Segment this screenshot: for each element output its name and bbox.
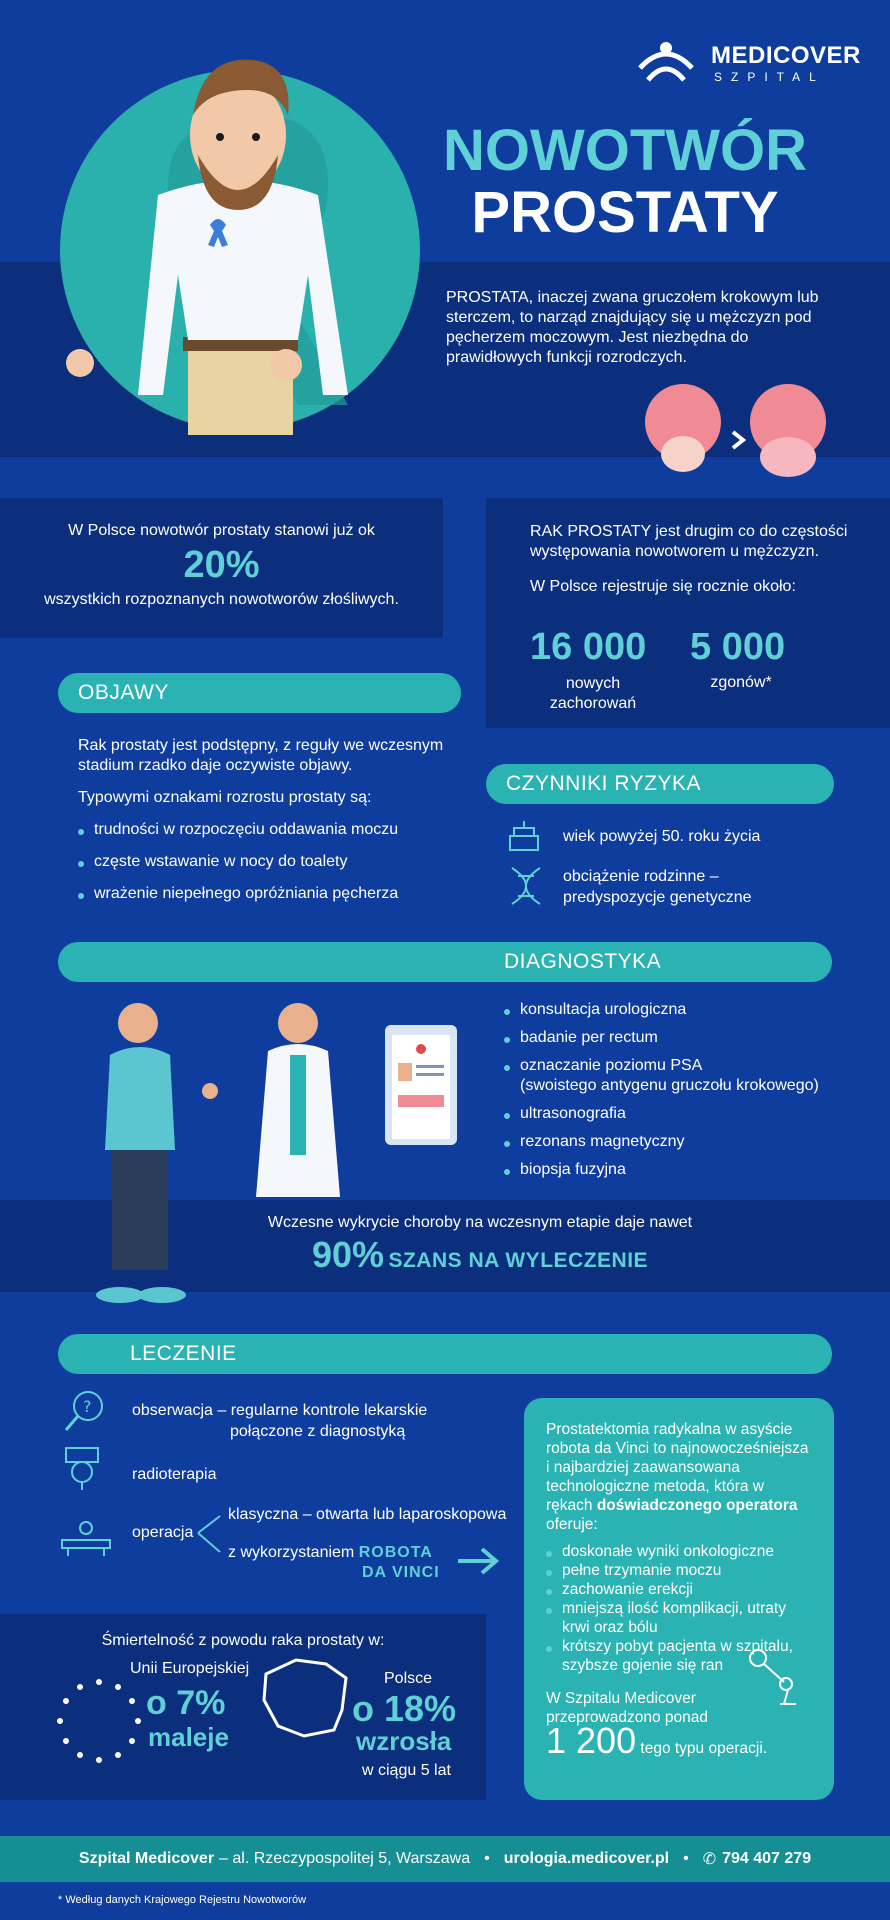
- objawy-title: OBJAWY: [78, 681, 169, 704]
- psa-label: oznaczanie poziomu PSA: [520, 1057, 703, 1074]
- footnote: * Według danych Krajowego Rejestru Nowotworów: [58, 1894, 307, 1906]
- mort-pl-value: o 18%: [352, 1688, 457, 1729]
- robot-box: [524, 1398, 834, 1800]
- page-title: [420, 120, 830, 244]
- objawy-p2: Typowymi oznakami rozrostu prostaty są:: [78, 789, 372, 806]
- branch-arrows-icon: [196, 1508, 226, 1558]
- rak-new-label: nowych zachorowań: [549, 675, 637, 712]
- mort-pl-trend: wzrosła: [356, 1726, 452, 1756]
- list-item: zachowanie erekcji: [546, 1580, 814, 1599]
- czynniki-header: [486, 764, 834, 804]
- robot-p1-end: oferuje:: [546, 1516, 598, 1533]
- leczenie-robot1: ROBOTA: [358, 1544, 433, 1561]
- list-item: wrażenie niepełnego opróżniania pęcherza: [78, 884, 458, 904]
- list-item: krótszy pobyt pacjenta w szpitalu, szybsze gojenie się ran: [546, 1637, 814, 1675]
- diagnostyka-title: DIAGNOSTYKA: [504, 950, 662, 973]
- footer-address: – al. Rzeczypospolitej 5, Warszawa: [219, 1850, 471, 1867]
- list-item: konsultacja urologiczna: [504, 1000, 864, 1020]
- list-item: rezonans magnetyczny: [504, 1132, 864, 1152]
- robot-bold: doświadczonego operatora: [596, 1497, 798, 1514]
- radiation-icon: [62, 1446, 102, 1497]
- list-item: ultrasonografia: [504, 1104, 864, 1124]
- leczenie-title: LECZENIE: [130, 1342, 237, 1365]
- list-item: trudności w rozpoczęciu oddawania moczu: [78, 820, 458, 840]
- phone-icon: ✆: [702, 1851, 717, 1868]
- svg-text:?: ?: [83, 1397, 92, 1416]
- rak-box: [486, 498, 890, 728]
- footer-dot: •: [484, 1850, 490, 1867]
- list-item: częste wstawanie w nocy do toalety: [78, 852, 458, 872]
- poland-map-icon: [256, 1654, 352, 1740]
- leczenie-robot2: DA VINCI: [362, 1564, 440, 1581]
- dna-icon: [506, 864, 546, 913]
- czynnik-age: wiek powyżej 50. roku życia: [563, 828, 761, 845]
- czynnik-genetic: obciążenie rodzinne – predyspozycje genetyczne: [563, 868, 752, 906]
- mort-title: Śmiertelność z powodu raka prostaty w:: [101, 1632, 385, 1649]
- early-label: SZANS NA WYLECZENIE: [388, 1249, 649, 1272]
- footer-phone[interactable]: 794 407 279: [722, 1850, 812, 1867]
- hero-illustration: [58, 55, 423, 435]
- list-item: doskonałe wyniki onkologiczne: [546, 1542, 814, 1561]
- list-item: biopsja fuzyjna: [504, 1160, 864, 1180]
- objawy-list: [78, 820, 458, 904]
- footer: [0, 1836, 890, 1882]
- diagnostyka-list: [504, 1000, 864, 1180]
- leczenie-op2: z wykorzystaniem: [228, 1544, 355, 1561]
- robot-done: W Szpitalu Medicover przeprowadzono ponad: [546, 1690, 709, 1726]
- mort-pl-label: Polsce: [384, 1670, 433, 1687]
- man-illustration: [58, 55, 423, 435]
- robot-p1: [546, 1420, 814, 1534]
- magnifier-icon: [62, 1388, 108, 1439]
- objawy-content: [78, 736, 458, 904]
- robot-arm-icon: [744, 1646, 804, 1706]
- title-line1: NOWOTWÓR: [442, 118, 808, 183]
- list-item: mniejszą ilość komplikacji, utraty krwi oraz bólu: [546, 1599, 814, 1637]
- robot-count-row: [546, 1720, 814, 1761]
- stat-20-box: [0, 498, 443, 638]
- rak-yearly: W Polsce rejestruje się rocznie około:: [530, 578, 796, 595]
- czynniki-title: CZYNNIKI RYZYKA: [506, 772, 701, 795]
- objawy-header: [58, 673, 461, 713]
- robot-count-label: tego typu operacji.: [640, 1740, 768, 1757]
- early-stat: [200, 1234, 760, 1276]
- leczenie-radio: radioterapia: [132, 1466, 217, 1483]
- title-line2: PROSTATY: [471, 180, 779, 245]
- cake-icon: [506, 818, 542, 859]
- mort-pl-period: w ciągu 5 lat: [362, 1762, 451, 1779]
- logo-sub: SZPITAL: [714, 70, 825, 84]
- arrow-right-icon: [733, 432, 743, 448]
- robot-count: 1 200: [546, 1720, 637, 1761]
- rak-text: RAK PROSTATY jest drugim co do częstości występowania nowotworem u mężczyzn.: [530, 523, 848, 560]
- robot-p1-text: Prostatektomia radykalna w asyście robota da Vinci to najnowocześniejsza i najbardziej zaawansowana technologiczne metoda, która w rękach: [546, 1421, 809, 1514]
- early-text: Wczesne wykrycie choroby na wczesnym etapie daje nawet: [267, 1214, 693, 1231]
- footer-url[interactable]: urologia.medicover.pl: [503, 1850, 670, 1867]
- footer-dot: •: [683, 1850, 689, 1867]
- eu-stars-icon: [54, 1676, 144, 1766]
- mort-eu-value: o 7%: [146, 1684, 226, 1722]
- psa-note: (swoistego antygenu gruczołu krokowego): [520, 1077, 819, 1094]
- intro-text: PROSTATA, inaczej zwana gruczołem krokowym lub sterczem, to narząd znajdujący się u mężczyzn pod pęcherzem moczowym. Jest niezbędna do prawidłowych funkcji rozrodczych.: [446, 289, 819, 366]
- objawy-p1: Rak prostaty jest podstępny, z reguły we wczesnym stadium rzadko daje oczywiste objawy.: [78, 737, 444, 774]
- surgery-icon: [58, 1506, 114, 1561]
- leczenie-obs2: połączone z diagnostyką: [230, 1423, 406, 1440]
- rak-deaths-value: 5 000: [690, 626, 786, 668]
- leczenie-op1: klasyczna – otwarta lub laparoskopowa: [228, 1506, 507, 1523]
- rak-new-value: 16 000: [530, 626, 647, 668]
- leczenie-op: operacja: [132, 1524, 194, 1541]
- logo-icon: [636, 38, 696, 88]
- leczenie-header: [58, 1334, 832, 1374]
- early-value: 90%: [311, 1234, 385, 1275]
- rak-deaths-label: zgonów*: [710, 674, 772, 691]
- arrow-right-icon: [456, 1546, 502, 1576]
- mort-eu-label: Unii Europejskiej: [130, 1660, 250, 1677]
- prostate-illustration: [638, 382, 838, 482]
- stat-20-before: W Polsce nowotwór prostaty stanowi już ok: [68, 522, 375, 539]
- diagnostyka-header: [58, 942, 832, 982]
- list-item: badanie per rectum: [504, 1028, 864, 1048]
- leczenie-obs: obserwacja – regularne kontrole lekarskie: [132, 1402, 428, 1419]
- stat-20-value: 20%: [183, 544, 260, 586]
- leczenie-op2-row: [228, 1544, 433, 1562]
- logo-name: MEDICOVER: [711, 42, 861, 69]
- medicover-logo[interactable]: [636, 38, 866, 88]
- mort-eu-trend: maleje: [148, 1722, 229, 1752]
- list-item: pełne trzymanie moczu: [546, 1561, 814, 1580]
- footer-name: Szpital Medicover: [78, 1850, 215, 1867]
- stat-20-after: wszystkich rozpoznanych nowotworów złośliwych.: [44, 591, 399, 608]
- list-item: [504, 1056, 864, 1096]
